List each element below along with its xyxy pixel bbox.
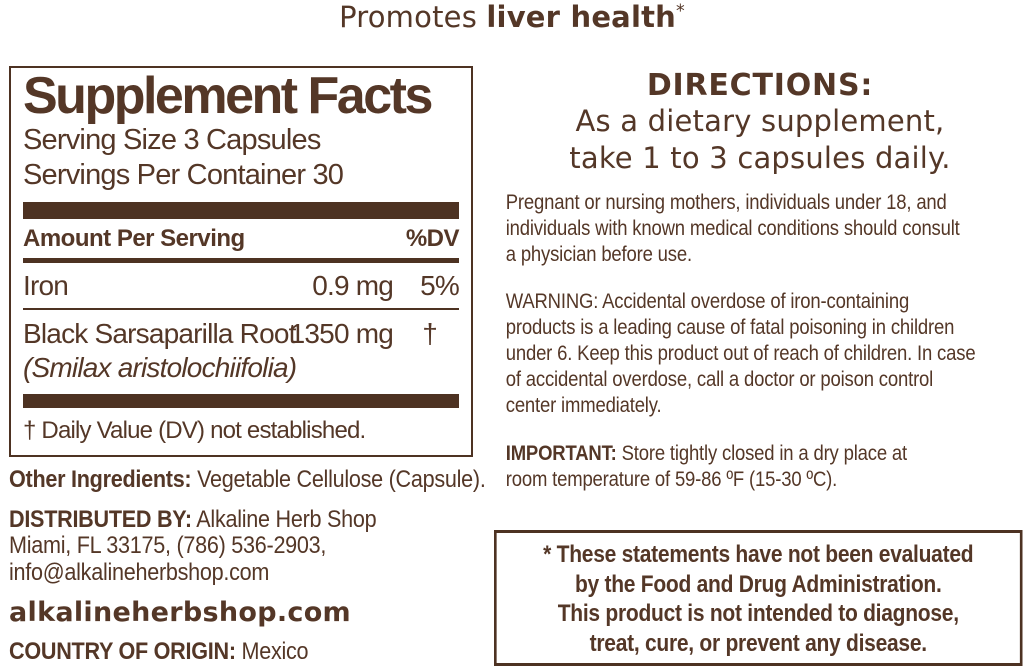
advisory-line: a physician before use. <box>505 242 692 266</box>
website-url: alkalineherbshop.com <box>9 597 351 628</box>
disclaimer-line: This product is not intended to diagnose, <box>557 600 959 627</box>
nutrient-dv: † <box>422 318 437 350</box>
distributor-address: Miami, FL 33175, (786) 536-2903, <box>9 532 327 559</box>
divider-thick-bottom <box>23 394 459 408</box>
warning-line: WARNING: Accidental overdose of iron-containing <box>505 289 910 313</box>
nutrient-amount: 1350 mg <box>289 318 393 350</box>
advisory-line: individuals with known medical conditions should consult <box>505 216 960 240</box>
important-rest: Store tightly closed in a dry place at <box>616 441 907 465</box>
directions-title: DIRECTIONS: <box>646 68 874 103</box>
directions-line-2: take 1 to 3 capsules daily. <box>569 141 951 175</box>
nutrient-name: Black Sarsaparilla Root <box>23 318 296 350</box>
advisory-line: Pregnant or nursing mothers, individuals under 18, and <box>505 190 947 214</box>
country-of-origin-value: Mexico <box>235 638 309 665</box>
directions-column <box>498 68 1022 492</box>
important-text <box>498 440 1023 492</box>
tagline-bold: liver health <box>486 0 677 34</box>
dv-header: %DV <box>405 225 459 253</box>
important-line: room temperature of 59-86 ºF (15-30 ºC). <box>505 467 838 491</box>
divider-thick <box>23 202 459 219</box>
tagline-asterisk: * <box>676 1 685 22</box>
servings-per-container: Servings Per Container 30 <box>23 159 344 192</box>
serving-size: Serving Size 3 Capsules <box>23 124 321 157</box>
warning-line: products is a leading cause of fatal poisoning in children <box>505 315 955 339</box>
nutrient-row-iron <box>23 263 459 308</box>
amount-header-row <box>23 219 459 258</box>
disclaimer-line: * These statements have not been evaluated <box>543 541 974 568</box>
warning-text <box>498 288 1023 418</box>
distributed-by-line <box>9 507 513 534</box>
advisory-text <box>498 189 1023 267</box>
warning-line: center immediately. <box>505 393 662 417</box>
supplement-facts-title: Supplement Facts <box>23 67 431 125</box>
fda-disclaimer-box <box>494 530 1023 666</box>
country-of-origin <box>9 639 513 666</box>
important-label: IMPORTANT: <box>505 441 617 465</box>
amount-per-serving-header: Amount Per Serving <box>23 225 245 253</box>
directions-line-1: As a dietary supplement, <box>575 104 945 138</box>
latin-name: (Smilax aristolochiifolia) <box>23 352 297 384</box>
tagline <box>0 0 1024 34</box>
supplement-facts-panel <box>9 66 473 457</box>
tagline-regular: Promotes <box>339 0 487 34</box>
nutrient-row-sarsaparilla <box>23 310 459 350</box>
disclaimer-line: by the Food and Drug Administration. <box>574 570 942 598</box>
country-of-origin-label: COUNTRY OF ORIGIN: <box>9 638 236 665</box>
dv-footnote: † Daily Value (DV) not established. <box>23 417 366 445</box>
important-line <box>506 440 1023 466</box>
warning-line: of accidental overdose, call a doctor or poison control <box>505 367 934 391</box>
distributor-email: info@alkalineherbshop.com <box>9 558 270 586</box>
distributed-by-label: DISTRIBUTED BY: <box>9 505 192 533</box>
disclaimer-line: treat, cure, or prevent any disease. <box>589 629 927 657</box>
distributed-by-name: Alkaline Herb Shop <box>191 505 377 533</box>
other-ingredients-label: Other Ingredients: <box>9 466 192 493</box>
nutrient-amount: 0.9 mg <box>312 270 393 302</box>
warning-line: under 6. Keep this product out of reach of children. In case <box>505 341 976 365</box>
other-ingredients-value: Vegetable Cellulose (Capsule). <box>191 466 486 493</box>
nutrient-name: Iron <box>23 270 69 302</box>
other-ingredients <box>9 467 513 494</box>
manufacturer-block <box>9 467 569 666</box>
nutrient-dv: 5% <box>420 270 459 302</box>
